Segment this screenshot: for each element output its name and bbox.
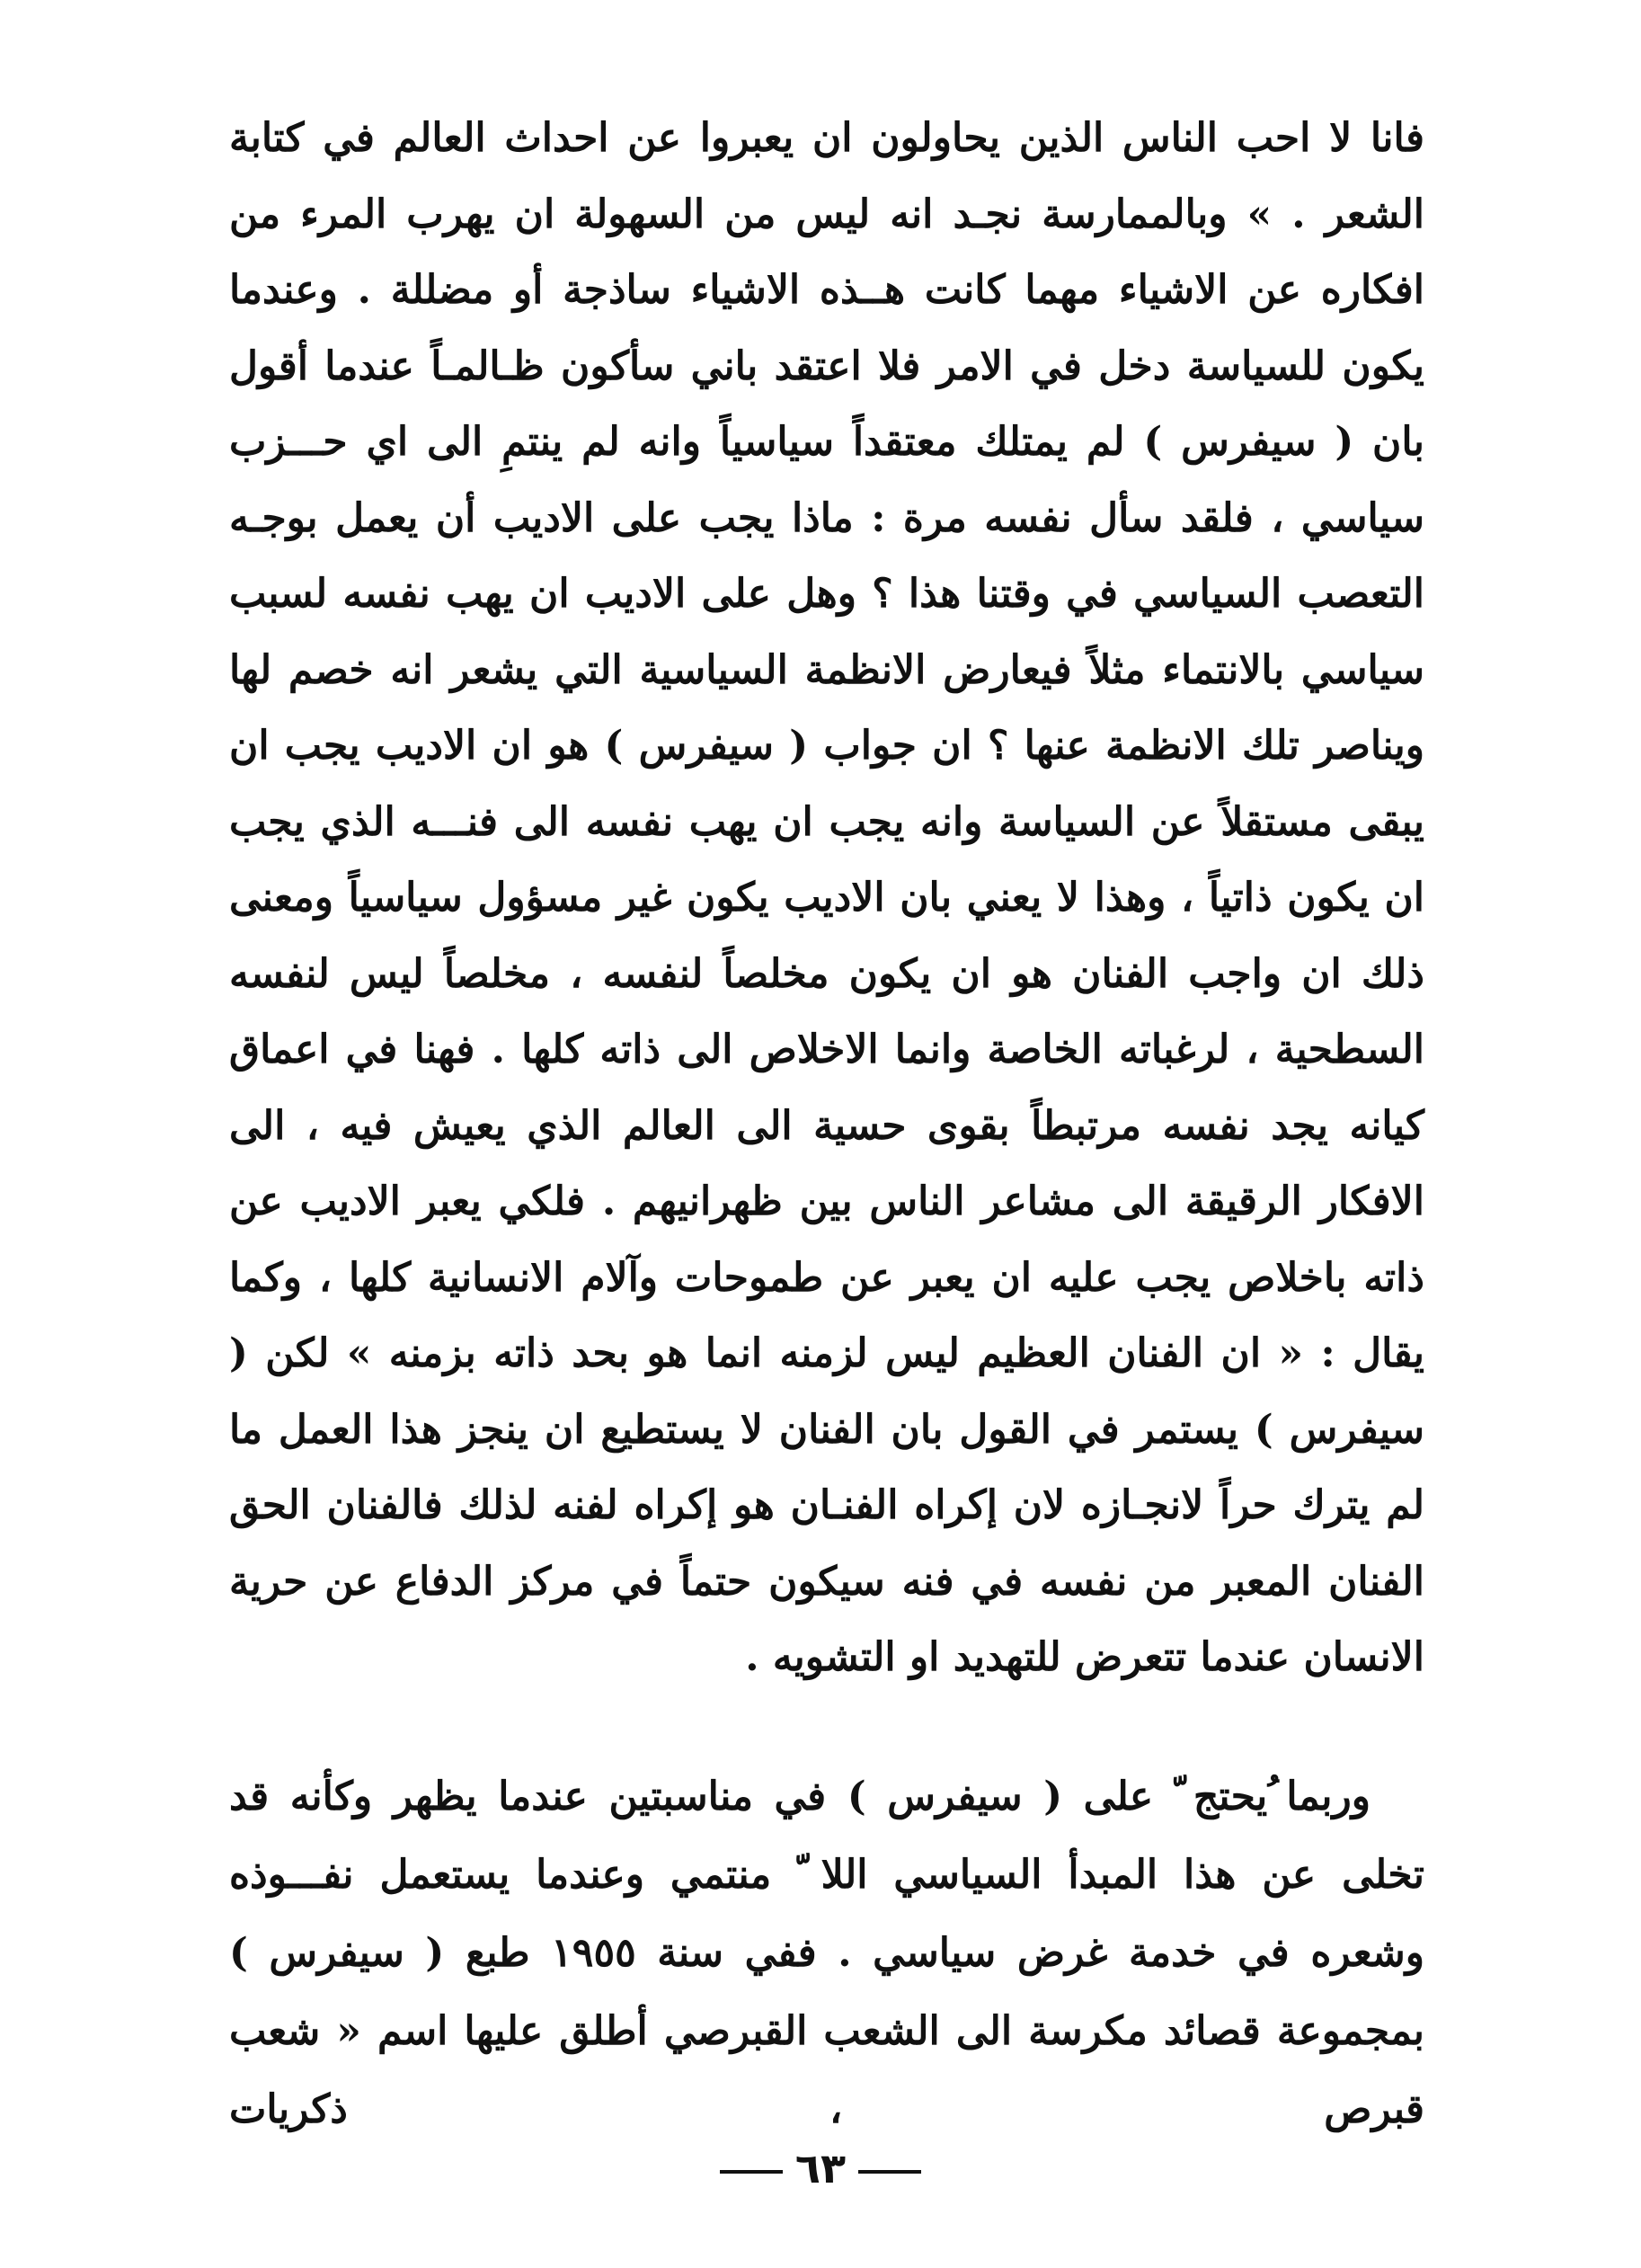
- left-dash: [720, 2170, 783, 2174]
- page-number-footer: [0, 2144, 1641, 2192]
- body-paragraph-2: [229, 1757, 1424, 2148]
- body-paragraph-1: فانا لا احب الناس الذين يحاولون ان يعبروا عن احداث العالم في كتابة الشعر . » وبالممارسة نجـد انه ليس من السهولة ان يهرب المرء من افكاره عن الاشياء مهما كانت هــذه الاشياء ساذجة أو مضللة . وعندما يكون للسياسة دخل في الامر فلا اعتقد باني سأكون ظـالمـاً عندما أقول بان ( سيفرس ) لم يمتلك معتقداً سياسياً وانه لم ينتمِ الى اي حـــزب سياسي ، فلقد سأل نفسه مرة : ماذا يجب على الاديب أن يعمل بوجـه التعصب السياسي في وقتنا هذا ؟ وهل على الاديب ان يهب نفسه لسبب سياسي بالانتماء مثلاً فيعارض الانظمة السياسية التي يشعر انه خصم لها ويناصر تلك الانظمة عنها ؟ ان جواب ( سيفرس ) هو ان الاديب يجب ان يبقى مستقلاً عن السياسة وانه يجب ان يهب نفسه الى فنـــه الذي يجب ان يكون ذاتياً ، وهذا لا يعني بان الاديب يكون غير مسؤول سياسياً ومعنى ذلك ان واجب الفنان هو ان يكون مخلصاً لنفسه ، مخلصاً ليس لنفسه السطحية ، لرغباته الخاصة وانما الاخلاص الى ذاته كلها . فهنا في اعماق كيانه يجد نفسه مرتبطاً بقوى حسية الى العالم الذي يعيش فيه ، الى الافكار الرقيقة الى مشاعر الناس بين ظهرانيهم . فلكي يعبر الاديب عن ذاته باخلاص يجب عليه ان يعبر عن طموحات وآلام الانسانية كلها ، وكما يقال : « ان الفنان العظيم ليس لزمنه انما هو بحد ذاته بزمنه » لكن ( سيفرس ) يستمر في القول بان الفنان لا يستطيع ان ينجز هذا العمل ما لم يترك حراً لانجـازه لان إكراه الفنـان هو إكراه لفنه لذلك فالفنان الحق الفنان المعبر من نفسه في فنه سيكون حتماً في مركز الدفاع عن حرية الانسان عندما تتعرض للتهديد او التشويه .: [229, 115, 1424, 1680]
- page-number: ٦٣: [794, 2144, 847, 2192]
- right-dash: [858, 2170, 921, 2174]
- body-paragraph-2-text: وربما ُيحتج ّ على ( سيفرس ) في مناسبتين عندما يظهر وكأنه قد تخلى عن هذا المبدأ السياسي اللا ّ منتمي وعندما يستعمل نفـــوذه وشعره في خدمة غرض سياسي . ففي سنة ١٩٥٥ طبع ( سيفرس ) بمجموعة قصائد مكرسة الى الشعب القبرصي أطلق عليها اسم « شعب قبرص ، ذكريات: [229, 1774, 1424, 2132]
